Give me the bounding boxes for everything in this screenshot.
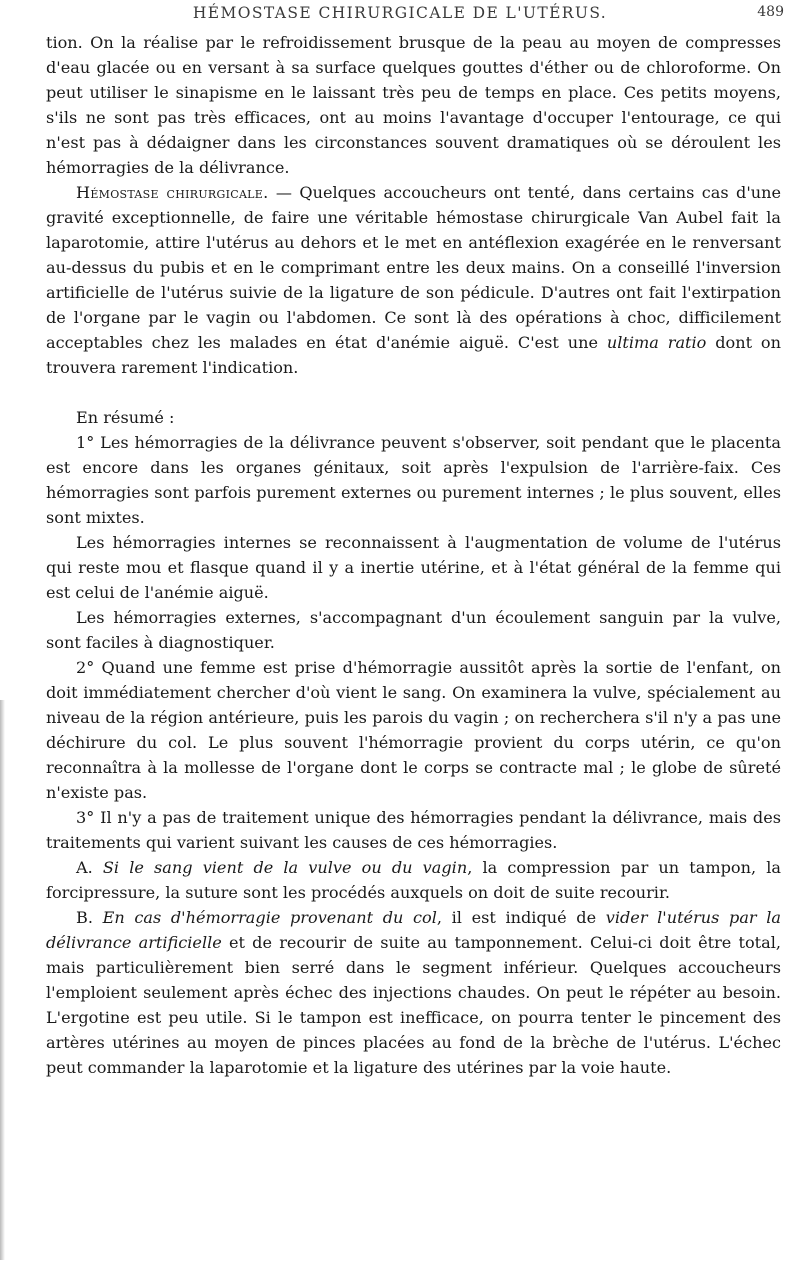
paragraph-text: et de recourir de suite au tamponnement. Celui-ci doit être total, mais particulièrement bien serré dans le segment inférieur. Quelques accoucheurs l'emploient seulement après échec des injections chaudes. On peut le répéter au besoin. L'ergotine est peu utile. Si le tampon est inefficace, on pourra tenter le pincement des artères utérines au moyen de pinces placées au fond de la brèche de l'utérus. L'échec peut commander la laparotomie et la ligature des utérines par la voie haute.	[46, 933, 781, 1077]
paragraph-text: dont on trouvera rarement l'indication.	[46, 333, 781, 377]
summary-point-3: 3° Il n'y a pas de traitement unique des hémorragies pendant la délivrance, mais des traitements qui varient suivant les causes de ces hémorragies.	[46, 808, 781, 852]
treatment-a	[46, 855, 781, 905]
summary-point-2: 2° Quand une femme est prise d'hémorragie aussitôt après la sortie de l'enfant, on doit immédiatement chercher d'où vient le sang. On examinera la vulve, spécialement au niveau de la région antérieure, puis les parois du vagin ; on recherchera s'il n'y a pas une déchirure du col. Le plus souvent l'hémorragie provient du corps utérin, ce qu'on reconnaîtra à la mollesse de l'organe dont le corps se contracte mal ; le globe de sûreté n'existe pas.	[46, 658, 781, 802]
summary-point-1: 1° Les hémorragies de la délivrance peuvent s'observer, soit pendant que le placenta est encore dans les organes génitaux, soit après l'expulsion de l'arrière-faix. Ces hémorragies sont parfois purement externes ou purement internes ; le plus souvent, elles sont mixtes.	[46, 433, 781, 527]
summary-heading: En résumé :	[76, 408, 175, 427]
section-heading: Hémostase chirurgicale.	[76, 183, 269, 202]
body-text	[46, 30, 781, 1080]
running-head	[0, 4, 800, 28]
paragraph-text: , la compression par un tampon, la forcipressure, la suture sont les procédés auxquels on doit de suite recourir.	[46, 858, 781, 902]
summary-external-hemorrhages: Les hémorragies externes, s'accompagnant d'un écoulement sanguin par la vulve, sont faciles à diagnostiquer.	[46, 608, 781, 652]
paragraph-continuation: tion. On la réalise par le refroidissement brusque de la peau au moyen de compresses d'eau glacée ou en versant à sa surface quelques gouttes d'éther ou de chloroforme. On peut utiliser le sinapisme en le laissant très peu de temps en place. Ces petits moyens, s'ils ne sont pas très efficaces, ont au moins l'avantage d'occuper l'entourage, ce qui n'est pas à dédaigner dans les circonstances souvent dramatiques où se déroulent les hémorragies de la délivrance.	[46, 33, 781, 177]
latin-phrase: ultima ratio	[606, 333, 707, 352]
paragraph-text: — Quelques accoucheurs ont tenté, dans certains cas d'une gravité exceptionnelle, de faire une véritable hémostase chirurgicale Van Aubel fait la laparotomie, attire l'utérus au dehors et le met en antéflexion exagérée en le renversant au-dessus du pubis et en le comprimant entre les deux mains. On a conseillé l'inversion artificielle de l'utérus suivie de la ligature de son pédicule. D'autres ont fait l'extirpation de l'organe par le vagin ou l'abdomen. Ce sont là des opérations à choc, difficilement acceptables chez les malades en état d'anémie aiguë. C'est une	[46, 183, 781, 352]
item-label: B.	[76, 908, 103, 927]
page-edge-shadow	[0, 700, 5, 1260]
paragraph-hemostase-chirurgicale	[46, 180, 781, 380]
italic-phrase: vider l'utérus par la délivrance artificielle	[46, 908, 782, 952]
paragraph-text: , il est indiqué de	[436, 908, 606, 927]
page-number: 489	[757, 4, 784, 20]
treatment-b	[46, 905, 781, 1080]
italic-phrase: Si le sang vient de la vulve ou du vagin	[102, 858, 468, 877]
italic-phrase: En cas d'hémorragie provenant du col	[102, 908, 437, 927]
item-label: A.	[76, 858, 103, 877]
summary-internal-hemorrhages: Les hémorragies internes se reconnaissent à l'augmentation de volume de l'utérus qui reste mou et flasque quand il y a inertie utérine, et à l'état général de la femme qui est celui de l'anémie aiguë.	[46, 533, 781, 602]
running-title: HÉMOSTASE CHIRURGICALE DE L'UTÉRUS.	[192, 4, 608, 22]
